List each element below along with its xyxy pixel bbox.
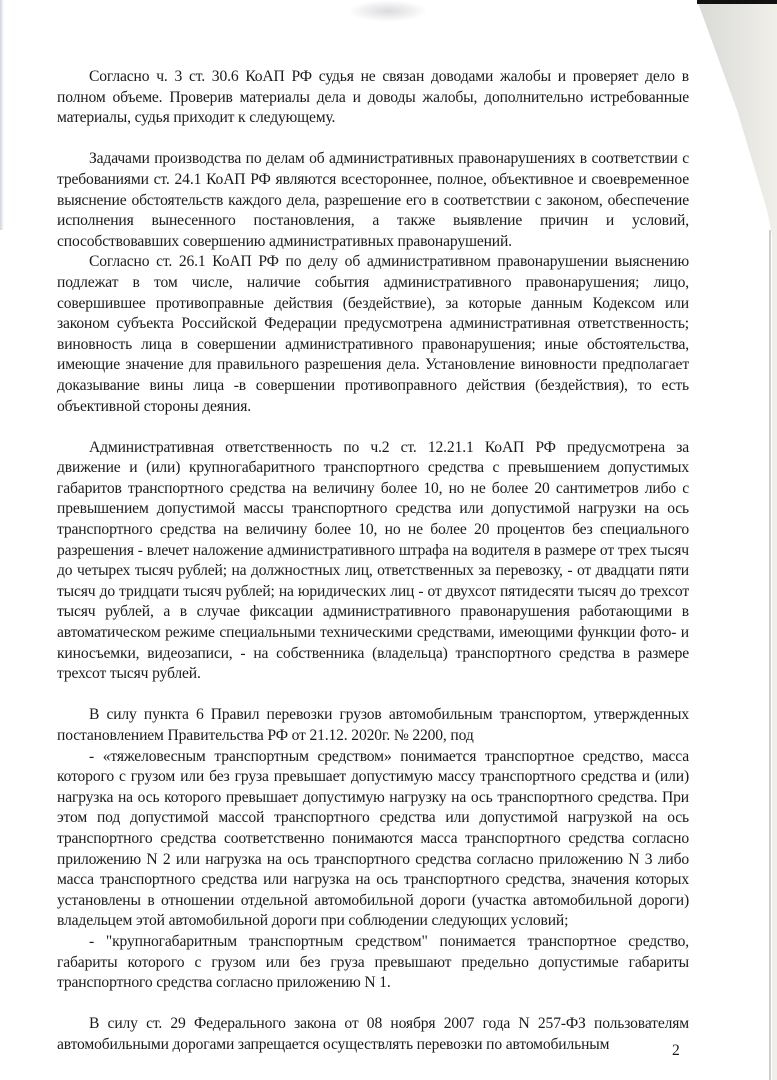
scan-left-edge xyxy=(0,0,4,230)
paragraph-gap xyxy=(57,417,689,438)
scan-top-border xyxy=(697,0,777,4)
document-page xyxy=(57,67,689,1056)
scan-smudge xyxy=(348,0,428,22)
paragraph-gap xyxy=(57,129,689,150)
paragraph-gap xyxy=(57,994,689,1015)
paragraph-tasks: Задачами производства по делам об административных правонарушениях в соответствии с требованиями ст. 24.1 КоАП РФ являются всестороннее, полное, объективное и своевременное выяснение обстоятельств каждого дела, разрешение его в соответствии с законом, обеспечение исполнения вынесенного постановления, а также выявление причин и условий, способствовавших совершению административных правонарушений. xyxy=(57,150,689,250)
paragraph-rules-point-6: В силу пункта 6 Правил перевозки грузов автомобильным транспортом, утвержденных постановлением Правительства РФ от 21.12. 2020г. № 2200, под xyxy=(57,706,689,744)
paragraph-gap xyxy=(57,685,689,706)
paragraph-oversize-vehicle-definition: - "крупногабаритным транспортным средством" понимается транспортное средство, габариты которого с грузом или без груза превышают предельно допустимые габариты транспортного средства согласно приложению N 1. xyxy=(57,932,689,992)
paragraph-federal-law-257: В силу ст. 29 Федерального закона от 08 ноября 2007 года N 257-ФЗ пользователям автомобильными дорогами запрещается осуществлять перевозки по автомобильным xyxy=(57,1015,689,1053)
scan-page-fold-shadow xyxy=(697,0,777,1080)
paragraph-article-26-1: Согласно ст. 26.1 КоАП РФ по делу об административном правонарушении выяснению подлежат в том числе, наличие события административного правонарушения; лицо, совершившее противоправные действия (бездействие), за которые данным Кодексом или законом субъекта Российской Федерации предусмотрена административная ответственность; виновность лица в совершении административного правонарушения; иные обстоятельства, имеющие значение для правильного разрешения дела. Установление виновности предполагает доказывание вины лица -в совершении противоправного действия (бездействия), то есть объективной стороны деяния. xyxy=(57,253,689,415)
paragraph-review-scope: Согласно ч. 3 ст. 30.6 КоАП РФ судья не связан доводами жалобы и проверяет дело в полном объеме. Проверив материалы дела и доводы жалобы, дополнительно истребованные материалы, судья приходит к следующему. xyxy=(57,68,689,127)
paragraph-heavy-vehicle-definition: - «тяжеловесным транспортным средством» понимается транспортное средство, масса которого с грузом или без груза превышает допустимую массу транспортного средства и (или) нагрузка на ось которого превышает допустимую нагрузку на ось транспортного средства. При этом под допустимой массой транспортного средства или допустимой нагрузкой на ось транспортного средства соответственно понимаются масса транспортного средства согласно приложению N 2 или нагрузка на ось транспортного средства согласно приложению N 3 либо масса транспортного средства или нагрузка на ось транспортного средства, значения которых установлены в отношении отдельной автомобильной дороги (участка автомобильной дороги) владельцем этой автомобильной дороги при соблюдении следующих условий; xyxy=(57,747,689,930)
page-number: 2 xyxy=(672,1042,680,1059)
paragraph-liability: Административная ответственность по ч.2 ст. 12.21.1 КоАП РФ предусмотрена за движение и (или) крупногабаритного транспортного средства с превышением допустимых габаритов транспортного средства на величину более 10, но не более 20 сантиметров либо с превышением допустимой массы транспортного средства или допустимой нагрузки на ось транспортного средства на величину более 10, но не более 20 процентов без специального разрешения - влечет наложение административного штрафа на водителя в размере от трех тысяч до четырех тысяч рублей; на должностных лиц, ответственных за перевозку, - от двадцати пяти тысяч до тридцати тысяч рублей; на юридических лиц - от двухсот пятидесяти тысяч до трехсот тысяч рублей, а в случае фиксации административного правонарушения работающими в автоматическом режиме специальными техническими средствами, имеющими функции фото- и киносъемки, видеозаписи, - на собственника (владельца) транспортного средства в размере трехсот тысяч рублей. xyxy=(57,438,689,683)
